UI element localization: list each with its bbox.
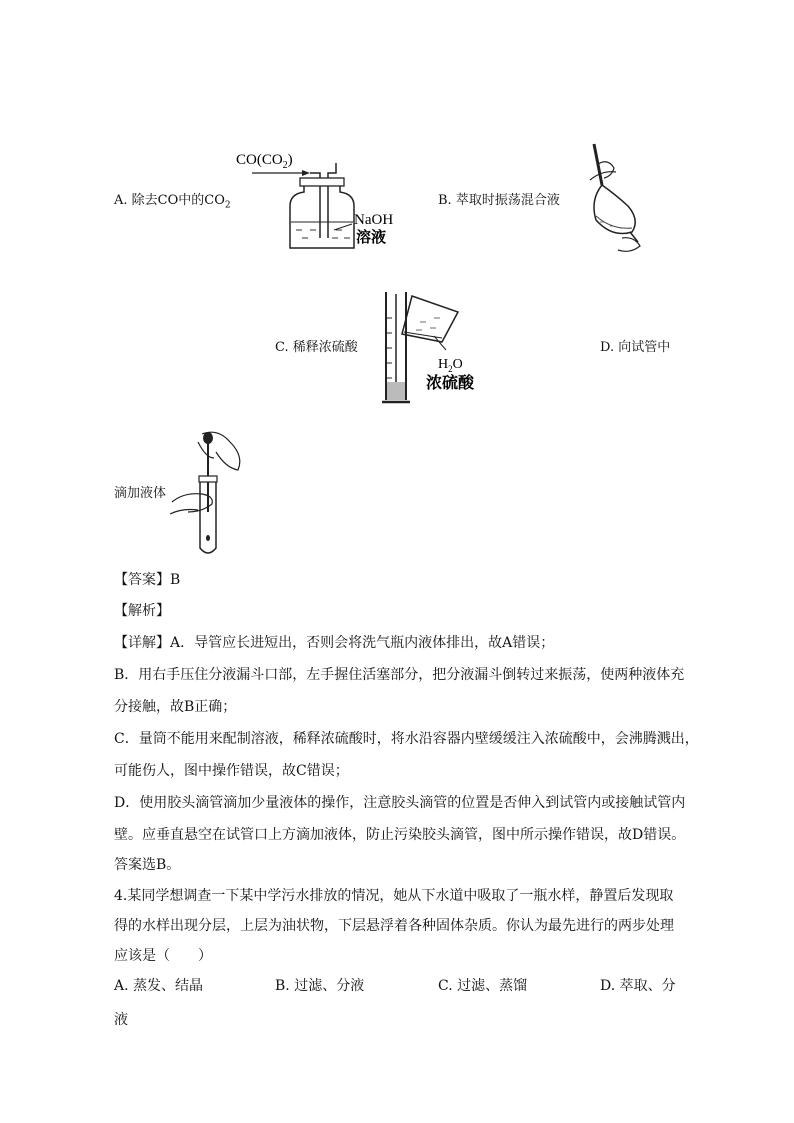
- question-4-line: 4.某同学想调查一下某中学污水排放的情况，她从下水道中吸取了一瓶水样，静置后发现取: [114, 888, 674, 904]
- dropper-test-tube-figure: [168, 428, 250, 560]
- water-label: $H_2O$: [438, 357, 463, 374]
- choice-b: B. 过滤、分液: [275, 978, 365, 994]
- option-c-label: C. 稀释浓硫酸: [275, 340, 358, 355]
- reagent-label: NaOH: [354, 212, 394, 228]
- question-4-line: 应该是（ ）: [114, 948, 212, 964]
- option-d-continuation: 滴加液体: [114, 486, 167, 501]
- detail-line: 壁。应垂直悬空在试管口上方滴加液体，防止污染胶头滴管，图中所示操作错误，故D错误。: [114, 827, 686, 843]
- acid-label: 浓硫酸: [426, 375, 475, 392]
- detail-line: 答案选B。: [114, 857, 181, 873]
- detail-line: 分接触，故B正确；: [114, 699, 237, 715]
- gas-label: $CO(CO_2)$: [236, 152, 293, 171]
- option-d-label: D. 向试管中: [600, 340, 671, 355]
- choice-c: C. 过滤、蒸馏: [438, 978, 528, 994]
- detail-line: C．量筒不能用来配制溶液，稀释浓硫酸时，将水沿容器内壁缓缓注入浓硫酸中，会沸腾溅出，: [114, 731, 699, 747]
- dilution-figure: [372, 288, 492, 410]
- detail-line: B．用右手压住分液漏斗口部，左手握住活塞部分，把分液漏斗倒转过来振荡，使两种液体充: [114, 667, 685, 683]
- choice-d-continuation: 液: [114, 1012, 128, 1028]
- option-a-label: A. 除去CO中的$CO_2$: [114, 193, 231, 211]
- question-4-line: 得的水样出现分层，上层为油状物，下层悬浮着各种固体杂质。你认为最先进行的两步处理: [114, 918, 674, 934]
- option-b-label: B. 萃取时振荡混合液: [438, 193, 560, 208]
- analysis-heading: 【解析】: [114, 603, 170, 619]
- reagent-solution-label: 溶液: [356, 230, 387, 246]
- detail-line: 可能伤人，图中操作错误，故C错误；: [114, 763, 349, 779]
- choice-a: A. 蒸发、结晶: [114, 978, 204, 994]
- answer-line: 【答案】B: [114, 572, 181, 588]
- separatory-funnel-figure: [582, 140, 642, 260]
- choice-d: D. 萃取、分: [600, 978, 676, 994]
- detail-line: 【详解】A．导管应长进短出，否则会将洗气瓶内液体排出，故A错误；: [114, 635, 555, 651]
- gas-washing-bottle-figure: [232, 148, 412, 253]
- detail-line: D．使用胶头滴管滴加少量液体的操作，注意胶头滴管的位置是否伸入到试管内或接触试管内: [114, 795, 686, 811]
